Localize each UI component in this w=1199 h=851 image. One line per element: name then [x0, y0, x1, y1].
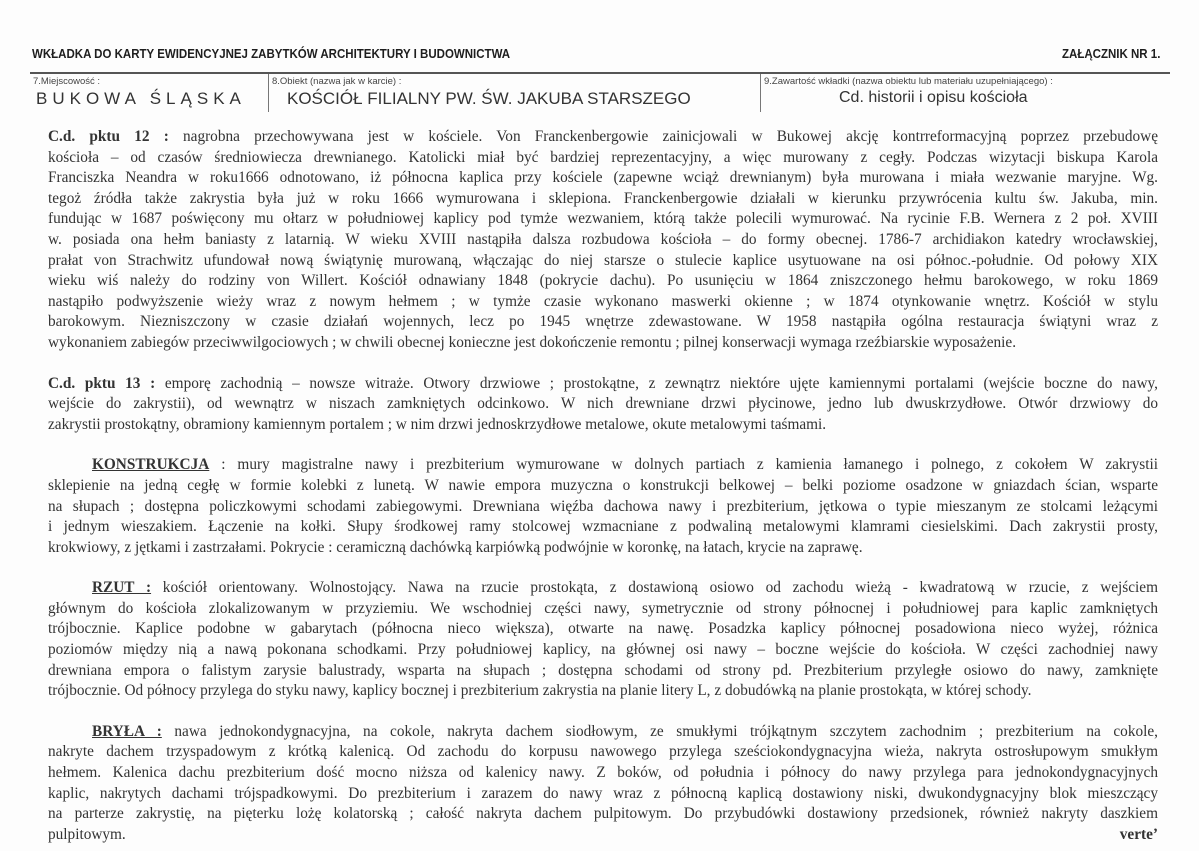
text-line	[48, 640, 1158, 661]
text-line	[48, 333, 1158, 354]
text-line	[48, 209, 1158, 230]
text-line	[48, 742, 1158, 763]
verte-note: verte’	[1119, 825, 1158, 843]
text-line	[48, 415, 1158, 436]
paragraph	[48, 127, 1158, 354]
field-label: 7.Miejscowość :	[33, 76, 101, 87]
text-line	[48, 455, 1158, 476]
text-line	[48, 619, 1158, 640]
text-line	[48, 497, 1158, 518]
field-value: BUKOWA ŚLĄSKA	[36, 89, 246, 108]
line-text: Franciszka Neandra w roku1666 odnotowano, iż północna kaplica przy kościele (zapewne wciąż drewnianym) była murowana i miała wezwanie maryjne. Wg.	[48, 169, 1158, 187]
text-line	[48, 763, 1158, 784]
field-insert-content	[761, 74, 1170, 112]
line-text: na słupach ; dostępna policzkowymi schodami zabiegowymi. Drewniana więźba dachowa nawy i prezbiterium, jętkowa o typie mieszanym ze stolcami leżącymi	[48, 497, 1158, 515]
line-text: wejście do zakrystii), od wewnątrz w niszach zamkniętych odcinkowo. W nich drewniane drzwi płycinowe, jedno lub dwuskrzydłowe. Otwór drzwiowy do	[48, 395, 1158, 413]
line-text: wykonaniem zabiegów przeciwwilgociowych ; w chwili obecnej konieczne jest dokończenie remontu ; pilnej konserwacji wymaga rzeźbiarskie wyposażenie.	[48, 333, 1017, 351]
text-line	[48, 127, 1158, 148]
field-locality	[30, 74, 269, 112]
paragraph	[48, 722, 1158, 846]
text-line	[48, 251, 1158, 272]
section-label: KONSTRUKCJA	[92, 456, 210, 474]
line-text: głównym do kościoła zlokalizowanym w przyziemiu. We wschodniej części nawy, symetrycznie od strony północnej i południowej para kaplic zamkniętych	[48, 599, 1158, 617]
line-text: nawa jednokondygnacyjna, na cokole, nakryta dachem siodłowym, ze smukłymi trójkątnym szczytem zachodnim ; prezbiterium na cokole,	[174, 722, 1158, 740]
line-text: nagrobna przechowywana jest w kościele. Von Franckenbergowie zainicjowali w Bukowej akcję kontrreformacyjną poprzez przebudowę	[183, 128, 1158, 145]
line-text: trójbocznie. Kaplice podobne w gabarytach (północna nieco większa), otwarte na nawę. Posadzka kaplicy północnej posadowiona nieco wyżej, różnica	[48, 620, 1158, 638]
line-text: poziomów między nią a nawą pokonana schodkami. Przy południowej kaplicy, na głównej osi nawy – boczne wejście do kościoła. W części zachodniej nawy	[48, 641, 1158, 659]
form-title: WKŁADKA DO KARTY EWIDENCYJNEJ ZABYTKÓW ARCHITEKTURY I BUDOWNICTWA	[32, 47, 511, 61]
field-label: 9.Zawartość wkładki (nazwa obiektu lub materiału uzupełniającego) :	[764, 76, 1053, 87]
field-label: 8.Obiekt (nazwa jak w karcie) :	[272, 76, 402, 87]
text-line	[48, 681, 1158, 702]
paragraph	[48, 374, 1158, 436]
line-text: i jednym wieszakiem. Łączenie na kołki. Słupy środkowej ramy stolcowej wzmacniane z podwaliną metalowymi klamrami ciesielskimi. Dach zakrystii prosty,	[48, 518, 1158, 536]
line-text: kaplic, nakrytych dachami trójspadkowymi. Do prezbiterium i zarazem do nawy wraz z północną kaplicą dostawiony niski, dwukondygnacyjny blok mieszczący	[48, 784, 1158, 802]
paragraph	[48, 578, 1158, 702]
text-line	[48, 825, 1158, 846]
text-line	[48, 661, 1158, 682]
line-text: na parterze zakrystię, na pięterku lożę kolatorską ; całość nakryta dachem pulpitowym. Do przybudówki dostawiony przedsionek, również nakryty daszkiem	[48, 805, 1158, 823]
line-text: nastąpiło podwyższenie wieży wraz z nowym hełmem ; w tymże czasie wykonano maswerki okienne ; w 1874 otynkowanie wnętrz. Kościół w stylu	[48, 292, 1158, 310]
field-value: KOŚCIÓŁ FILIALNY PW. ŚW. JAKUBA STARSZEGO	[287, 89, 691, 108]
section-label: BRYŁA :	[92, 722, 162, 740]
line-text: pulpitowym.	[48, 825, 126, 843]
line-text: kościół orientowany. Wolnostojący. Nawa na rzucie prostokąta, z dostawioną osiowo od zachodu wieżą - kwadratową w rzucie, z wejściem	[162, 579, 1158, 597]
line-text: emporę zachodnią – nowsze witraże. Otwory drzwiowe ; prostokątne, z zewnątrz niektóre ujęte kamiennymi portalami (wejście boczne do nawy,	[164, 374, 1158, 392]
section-label: C.d. pktu 12 :	[48, 128, 169, 145]
text-line	[48, 394, 1158, 415]
line-text: barokowym. Niezniszczony w czasie działań wojennych, lecz po 1945 wnętrze zdewastowane. W 1958 nastąpiła ogólna restauracja świątyni wraz z	[48, 313, 1158, 331]
text-line	[48, 148, 1158, 169]
line-text: drewniana empora o falistym zarysie balustrady, wsparta na słupach ; dostępna schodami od strony pd. Prezbiterium przyległe osiowo do nawy, zamknięte	[48, 661, 1158, 679]
annex-number: ZAŁĄCZNIK NR 1.	[1062, 47, 1161, 61]
text-line	[48, 599, 1158, 620]
line-text: hełmem. Kalenica dachu prezbiterium dość mocno niższa od kalenicy nawy. Z boków, od południa i północy do nawy przylega para jednokondygnacyjnych	[48, 764, 1158, 782]
text-line	[48, 722, 1158, 743]
text-line	[48, 230, 1158, 251]
line-text: zakrystii prostokątny, obramiony kamiennym portalem ; w nim drzwi jednoskrzydłowe metalowe, okute metalowymi taśmami.	[48, 415, 827, 433]
paragraph	[48, 455, 1158, 558]
line-text: wieku wiś należy do rodziny von Willert. Kościół odnawiany 1848 (pokrycie dachu). Po usunięciu w 1864 zniszczonego hełmu barokowego, w roku 1869	[48, 272, 1158, 290]
text-line	[48, 189, 1158, 210]
text-line	[48, 271, 1158, 292]
section-label: C.d. pktu 13 :	[48, 374, 156, 392]
document-body	[48, 127, 1158, 851]
text-line	[48, 476, 1158, 497]
text-line	[48, 312, 1158, 333]
line-text: trójbocznie. Od północy przylega do styku nawy, kaplicy bocznej i prezbiterium zakrystia na planie litery L, z dobudówką na planie prostokąta, w której schody.	[48, 682, 1032, 700]
line-text: tegoż źródła także zakrystia była już w roku 1666 wymurowana i sklepiona. Franckenbergowie działali w kierunku przywrócenia kultu św. Jakuba, min.	[48, 189, 1158, 207]
text-line	[48, 538, 1158, 559]
line-text: krokwiowy, z jętkami i zastrzałami. Pokrycie : ceramiczną dachówką karpiówką podwójnie w koronkę, na łatach, krycie na zaprawę.	[48, 538, 863, 556]
line-text: kościoła – od czasów średniowiecza drewnianego. Katolicki miał być bardziej reprezentacyjny, a więc murowany z cegły. Podczas wizytacji biskupa Karola	[48, 148, 1158, 166]
line-text: prałat von Strachwitz ufundował nową świątynię murowaną, włączając do niej starsze o stulecie kaplice usytuowane na osi północ.-południe. Od połowy XIX	[48, 251, 1158, 269]
text-line	[48, 168, 1158, 189]
field-object	[269, 74, 761, 112]
line-text: w. posiada ona hełm baniasty z latarnią. W wieku XVIII nastąpiła dalsza rozbudowa kościoła – do formy obecnej. 1786-7 archidiakon katedry wrocławskiej,	[48, 230, 1158, 248]
text-line	[48, 292, 1158, 313]
line-text: nakryte dachem trzyspadowym z krótką kalenicą. Od zachodu do korpusu nawowego przylega sześciokondygnacyjna wieża, nakryta ostrosłupowym smukłym	[48, 743, 1158, 761]
line-text: : mury magistralne nawy i prezbiterium wymurowane w dolnych partiach z kamienia łamanego i polnego, z cokołem W zakrystii	[221, 456, 1158, 474]
text-line	[48, 517, 1158, 538]
section-label: RZUT :	[92, 579, 152, 597]
header-fields-table	[30, 72, 1170, 112]
line-text: sklepienie na jedną cegłę w formie kolebki z lunetą. W nawie empora muzyczna o konstrukcji belkowej – belki poziome osadzone w gniazdach ścian, wsparte	[48, 476, 1158, 494]
text-line	[48, 578, 1158, 599]
field-value: Cd. historii i opisu kościoła	[839, 89, 1028, 106]
text-line	[48, 804, 1158, 825]
line-text: fundując w 1687 poświęcony mu ołtarz w południowej kaplicy pod tymże wezwaniem, którą także polecili wymurować. Na rycinie F.B. Wernera z 2 poł. XVIII	[48, 210, 1158, 228]
text-line	[48, 374, 1158, 395]
text-line	[48, 784, 1158, 805]
